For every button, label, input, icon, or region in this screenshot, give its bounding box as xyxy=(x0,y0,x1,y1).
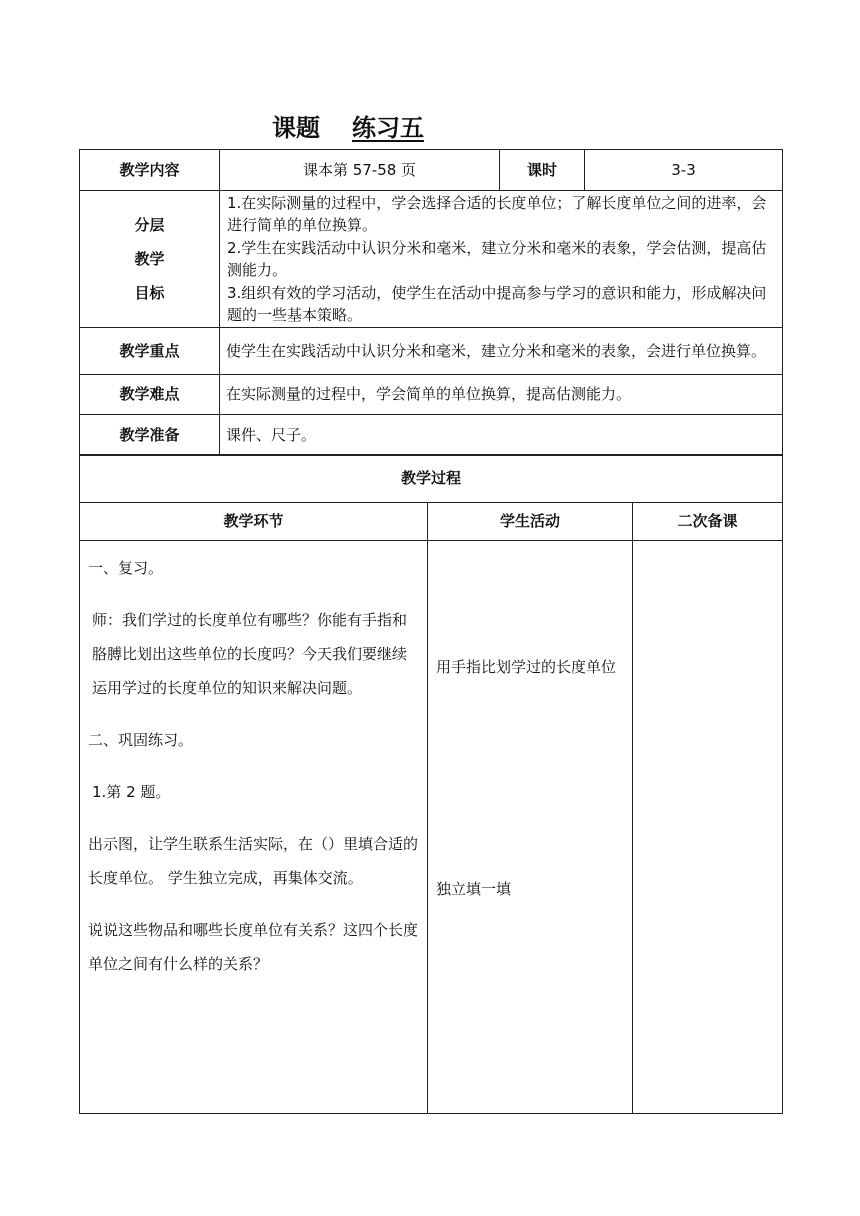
goals-row xyxy=(80,191,783,328)
prep-row xyxy=(80,415,783,456)
goals-label xyxy=(80,191,220,328)
goals-label-line: 目标 xyxy=(134,284,165,302)
difficulty-row xyxy=(80,375,783,415)
notes-cell xyxy=(633,541,783,1114)
goals-text xyxy=(220,191,783,328)
prep-value: 课件、尺子。 xyxy=(220,415,783,456)
process-title-row xyxy=(80,455,783,503)
content-value: 课本第 57-58 页 xyxy=(220,150,500,191)
goals-label-line: 教学 xyxy=(134,250,165,268)
step-paragraph: 二、巩固练习。 xyxy=(88,731,194,749)
process-table xyxy=(79,454,783,1114)
process-title: 教学过程 xyxy=(80,455,783,503)
process-body-row xyxy=(80,541,783,1114)
step-paragraph: 说说这些物品和哪些长度单位有关系？这四个长度单位之间有什么样的关系？ xyxy=(88,921,419,973)
difficulty-label: 教学难点 xyxy=(80,375,220,415)
col-header-step: 教学环节 xyxy=(80,503,428,541)
difficulty-value: 在实际测量的过程中，学会简单的单位换算，提高估测能力。 xyxy=(220,375,783,415)
content-row xyxy=(80,150,783,191)
goal-item: 3.组织有效的学习活动，使学生在活动中提高参与学习的意识和能力，形成解决问题的一些基本策略。 xyxy=(227,283,767,324)
goal-item: 2.学生在实践活动中认识分米和毫米，建立分米和毫米的表象，学会估测，提高估测能力。 xyxy=(227,238,767,279)
step-paragraph: 1.第 2 题。 xyxy=(92,783,171,801)
content-label: 教学内容 xyxy=(80,150,220,191)
title-text: 练习五 xyxy=(352,114,424,142)
step-paragraph: 出示图，让学生联系生活实际，在（）里填合适的长度单位。 学生独立完成，再集体交流。 xyxy=(88,835,419,887)
step-paragraph: 一、复习。 xyxy=(88,559,164,577)
key-row xyxy=(80,328,783,375)
activity-text: 用手指比划学过的长度单位 xyxy=(436,658,617,676)
goals-label-line: 分层 xyxy=(134,216,165,234)
goal-item: 1.在实际测量的过程中，学会选择合适的长度单位；了解长度单位之间的进率，会进行简单的单位换算。 xyxy=(227,193,767,234)
period-label: 课时 xyxy=(500,150,585,191)
col-header-notes: 二次备课 xyxy=(633,503,783,541)
page-title xyxy=(272,112,424,144)
col-header-activity: 学生活动 xyxy=(428,503,633,541)
steps-cell xyxy=(80,541,428,1114)
process-header-row xyxy=(80,503,783,541)
period-value: 3-3 xyxy=(585,150,783,191)
lesson-info-table xyxy=(79,149,783,456)
step-paragraph: 师：我们学过的长度单位有哪些？你能有手指和胳膊比划出这些单位的长度吗？今天我们要继续运用学过的长度单位的知识来解决问题。 xyxy=(92,611,408,697)
activities-cell xyxy=(428,541,633,1114)
prep-label: 教学准备 xyxy=(80,415,220,456)
title-prefix: 课题 xyxy=(272,114,320,142)
key-label: 教学重点 xyxy=(80,328,220,375)
key-value: 使学生在实践活动中认识分米和毫米，建立分米和毫米的表象，会进行单位换算。 xyxy=(220,328,783,375)
activity-text: 独立填一填 xyxy=(436,880,512,898)
